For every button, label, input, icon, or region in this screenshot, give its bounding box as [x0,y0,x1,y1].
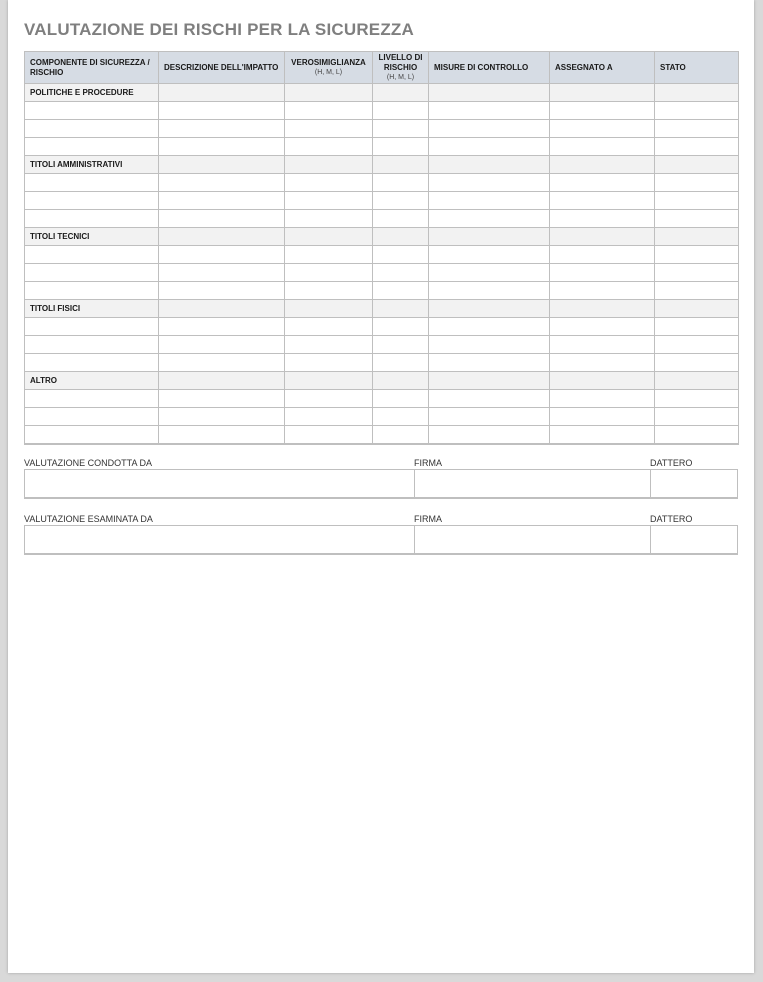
table-row [25,408,739,426]
table-cell[interactable] [159,174,285,192]
table-cell[interactable] [159,246,285,264]
table-cell[interactable] [550,210,655,228]
risk-assessment-table [24,51,739,445]
table-row [25,336,739,354]
table-cell[interactable] [25,102,159,120]
table-cell[interactable] [655,372,739,390]
reviewed-signature-label: FIRMA [414,514,442,524]
table-cell[interactable] [25,138,159,156]
table-cell[interactable] [285,174,373,192]
table-cell[interactable] [655,174,739,192]
reviewed-by-box [24,525,738,555]
table-cell[interactable] [25,408,159,426]
table-cell[interactable] [373,408,429,426]
conducted-date-label: DATTERO [650,458,693,468]
table-cell[interactable] [159,264,285,282]
table-cell[interactable] [655,426,739,445]
table-cell[interactable] [373,372,429,390]
table-cell[interactable] [550,426,655,445]
conducted-signature-label: FIRMA [414,458,442,468]
table-cell[interactable] [159,120,285,138]
table-cell[interactable] [159,408,285,426]
table-header-row [25,52,739,84]
table-cell[interactable] [550,246,655,264]
section-row [25,300,739,318]
table-row [25,390,739,408]
table-cell[interactable] [285,138,373,156]
conducted-by-box [24,469,738,499]
section-label: TITOLI TECNICI [25,228,159,246]
table-cell[interactable] [655,228,739,246]
table-cell[interactable] [550,174,655,192]
table-cell[interactable] [550,138,655,156]
table-cell[interactable] [159,156,285,174]
table-row [25,318,739,336]
table-cell[interactable] [285,102,373,120]
table-cell[interactable] [159,102,285,120]
table-cell[interactable] [25,336,159,354]
table-cell[interactable] [655,354,739,372]
section-label: TITOLI FISICI [25,300,159,318]
table-cell[interactable] [429,282,550,300]
reviewed-by-signature-field[interactable] [415,526,651,553]
table-cell[interactable] [373,102,429,120]
header-risk-level: LIVELLO DI RISCHIO (H, M, L) [373,52,429,84]
table-cell[interactable] [550,372,655,390]
table-row [25,426,739,445]
table-cell[interactable] [159,336,285,354]
table-cell[interactable] [285,408,373,426]
table-cell[interactable] [429,426,550,445]
table-cell[interactable] [373,318,429,336]
table-cell[interactable] [285,192,373,210]
table-cell[interactable] [159,426,285,445]
table-cell[interactable] [285,228,373,246]
table-cell[interactable] [373,282,429,300]
table-cell[interactable] [429,210,550,228]
table-cell[interactable] [285,282,373,300]
table-cell[interactable] [25,282,159,300]
conducted-by-signature-field[interactable] [415,470,651,497]
table-cell[interactable] [159,354,285,372]
table-cell[interactable] [159,390,285,408]
table-cell[interactable] [429,84,550,102]
table-cell[interactable] [429,264,550,282]
table-cell[interactable] [429,336,550,354]
table-cell[interactable] [373,336,429,354]
table-cell[interactable] [373,120,429,138]
table-cell[interactable] [159,210,285,228]
table-cell[interactable] [550,264,655,282]
table-cell[interactable] [429,192,550,210]
table-cell[interactable] [285,426,373,445]
table-cell[interactable] [429,354,550,372]
table-cell[interactable] [285,210,373,228]
table-cell[interactable] [159,318,285,336]
conducted-by-name-field[interactable] [25,470,415,497]
header-impact: DESCRIZIONE DELL'IMPATTO [159,52,285,84]
table-cell[interactable] [373,390,429,408]
table-cell[interactable] [550,318,655,336]
table-cell[interactable] [373,300,429,318]
section-row [25,372,739,390]
table-cell[interactable] [655,84,739,102]
table-cell[interactable] [655,282,739,300]
table-cell[interactable] [429,174,550,192]
table-cell[interactable] [373,426,429,445]
table-cell[interactable] [429,390,550,408]
table-cell[interactable] [25,426,159,445]
table-cell[interactable] [429,102,550,120]
table-cell[interactable] [655,192,739,210]
table-cell[interactable] [25,354,159,372]
table-cell[interactable] [655,156,739,174]
reviewed-date-label: DATTERO [650,514,693,524]
reviewed-by-name-field[interactable] [25,526,415,553]
table-cell[interactable] [25,210,159,228]
section-row [25,84,739,102]
section-label: ALTRO [25,372,159,390]
header-controls: MISURE DI CONTROLLO [429,52,550,84]
table-cell[interactable] [550,84,655,102]
table-cell[interactable] [159,300,285,318]
table-cell[interactable] [655,300,739,318]
table-cell[interactable] [655,246,739,264]
table-cell[interactable] [285,318,373,336]
table-cell[interactable] [550,408,655,426]
table-cell[interactable] [25,318,159,336]
table-row [25,210,739,228]
header-status: STATO [655,52,739,84]
document-page [8,0,754,973]
section-row [25,156,739,174]
table-row [25,282,739,300]
table-cell[interactable] [373,354,429,372]
table-cell[interactable] [655,318,739,336]
header-component: COMPONENTE DI SICUREZZA / RISCHIO [25,52,159,84]
table-cell[interactable] [25,174,159,192]
table-cell[interactable] [655,336,739,354]
table-cell[interactable] [550,354,655,372]
table-cell[interactable] [655,210,739,228]
table-cell[interactable] [429,120,550,138]
table-cell[interactable] [429,300,550,318]
header-assigned: ASSEGNATO A [550,52,655,84]
table-cell[interactable] [285,264,373,282]
table-cell[interactable] [159,192,285,210]
table-row [25,192,739,210]
table-cell[interactable] [25,120,159,138]
table-cell[interactable] [373,138,429,156]
table-cell[interactable] [550,228,655,246]
table-cell[interactable] [285,120,373,138]
table-row [25,354,739,372]
table-cell[interactable] [159,228,285,246]
table-cell[interactable] [550,120,655,138]
table-row [25,102,739,120]
section-row [25,228,739,246]
table-cell[interactable] [550,282,655,300]
table-cell[interactable] [159,372,285,390]
table-cell[interactable] [285,156,373,174]
table-cell[interactable] [550,336,655,354]
table-cell[interactable] [285,372,373,390]
table-cell[interactable] [550,192,655,210]
table-cell[interactable] [655,264,739,282]
table-cell[interactable] [373,246,429,264]
table-cell[interactable] [373,192,429,210]
table-cell[interactable] [373,156,429,174]
table-cell[interactable] [285,300,373,318]
table-cell[interactable] [655,408,739,426]
table-cell[interactable] [550,156,655,174]
table-row [25,138,739,156]
table-cell[interactable] [429,318,550,336]
table-cell[interactable] [159,84,285,102]
header-likelihood: VEROSIMIGLIANZA (H, M, L) [285,52,373,84]
table-cell[interactable] [285,336,373,354]
section-label: TITOLI AMMINISTRATIVI [25,156,159,174]
table-row [25,246,739,264]
table-cell[interactable] [655,120,739,138]
table-cell[interactable] [655,102,739,120]
table-cell[interactable] [655,390,739,408]
reviewed-by-date-field[interactable] [651,526,737,553]
page-title: VALUTAZIONE DEI RISCHI PER LA SICUREZZA [24,20,414,39]
table-cell[interactable] [550,102,655,120]
table-cell[interactable] [373,84,429,102]
table-row [25,264,739,282]
table-cell[interactable] [429,408,550,426]
table-cell[interactable] [25,246,159,264]
reviewed-by-label: VALUTAZIONE ESAMINATA DA [24,514,153,524]
table-row [25,120,739,138]
table-cell[interactable] [159,138,285,156]
table-cell[interactable] [25,390,159,408]
table-cell[interactable] [159,282,285,300]
table-cell[interactable] [429,228,550,246]
conducted-by-label: VALUTAZIONE CONDOTTA DA [24,458,153,468]
table-cell[interactable] [429,246,550,264]
table-cell[interactable] [285,84,373,102]
table-row [25,174,739,192]
table-cell[interactable] [285,246,373,264]
table-cell[interactable] [373,174,429,192]
table-cell[interactable] [429,138,550,156]
table-cell[interactable] [550,390,655,408]
section-label: POLITICHE E PROCEDURE [25,84,159,102]
conducted-by-date-field[interactable] [651,470,737,497]
table-cell[interactable] [25,192,159,210]
table-cell[interactable] [285,354,373,372]
table-cell[interactable] [285,390,373,408]
table-cell[interactable] [429,372,550,390]
table-cell[interactable] [373,210,429,228]
table-cell[interactable] [429,156,550,174]
table-cell[interactable] [550,300,655,318]
table-cell[interactable] [373,228,429,246]
table-cell[interactable] [373,264,429,282]
table-cell[interactable] [655,138,739,156]
table-cell[interactable] [25,264,159,282]
